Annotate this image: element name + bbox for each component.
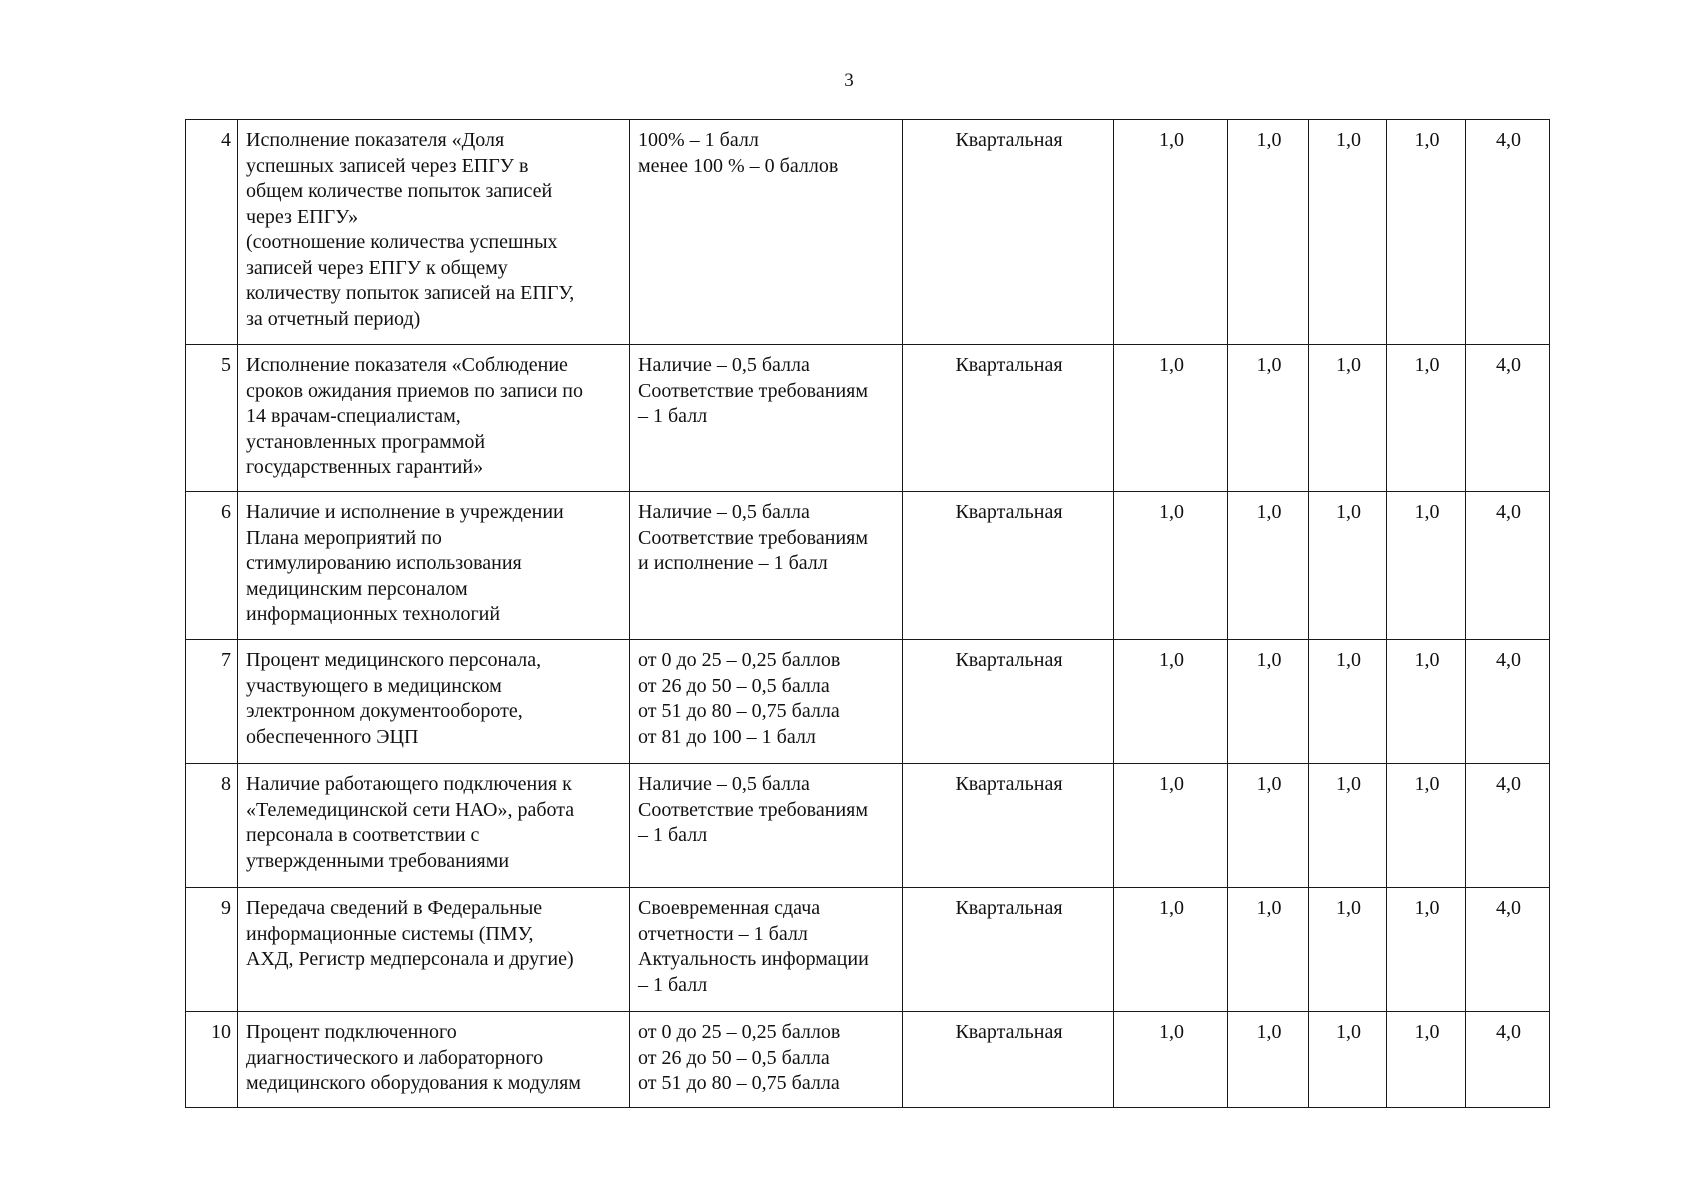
indicator-cell: Наличие работающего подключения к «Телемедицинской сети НАО», работа персонала в соответствии с утвержденными требованиями — [238, 764, 630, 888]
row-number: 7 — [186, 640, 238, 764]
q4-value-cell: 1,0 — [1387, 120, 1466, 345]
criteria-cell: Наличие – 0,5 балла Соответствие требованиям – 1 балл — [630, 764, 903, 888]
indicator-cell: Исполнение показателя «Доля успешных записей через ЕПГУ в общем количестве попыток записей через ЕПГУ» (соотношение количества успешных записей через ЕПГУ к общему количеству попыток записей на ЕПГУ, за отчетный период) — [238, 120, 630, 345]
table-row — [186, 120, 1550, 345]
q3-value-cell: 1,0 — [1309, 345, 1387, 492]
total-value-cell: 4,0 — [1466, 888, 1550, 1012]
q1-value-cell: 1,0 — [1114, 888, 1228, 1012]
total-value-cell: 4,0 — [1466, 640, 1550, 764]
q3-value-cell: 1,0 — [1309, 492, 1387, 640]
total-value-cell: 4,0 — [1466, 764, 1550, 888]
q3-value-cell: 1,0 — [1309, 888, 1387, 1012]
total-value-cell: 4,0 — [1466, 492, 1550, 640]
frequency-cell: Квартальная — [903, 345, 1114, 492]
total-value-cell: 4,0 — [1466, 120, 1550, 345]
q1-value-cell: 1,0 — [1114, 1012, 1228, 1108]
indicator-cell: Процент медицинского персонала, участвующего в медицинском электронном документообороте, обеспеченного ЭЦП — [238, 640, 630, 764]
table-row — [186, 640, 1550, 764]
q4-value-cell: 1,0 — [1387, 640, 1466, 764]
q1-value-cell: 1,0 — [1114, 120, 1228, 345]
q2-value-cell: 1,0 — [1228, 492, 1309, 640]
row-number: 9 — [186, 888, 238, 1012]
table-row — [186, 1012, 1550, 1108]
criteria-cell: Своевременная сдача отчетности – 1 балл Актуальность информации – 1 балл — [630, 888, 903, 1012]
table-row — [186, 888, 1550, 1012]
q2-value-cell: 1,0 — [1228, 120, 1309, 345]
total-value-cell: 4,0 — [1466, 345, 1550, 492]
q2-value-cell: 1,0 — [1228, 764, 1309, 888]
criteria-cell: 100% – 1 балл менее 100 % – 0 баллов — [630, 120, 903, 345]
criteria-cell: Наличие – 0,5 балла Соответствие требованиям – 1 балл — [630, 345, 903, 492]
indicator-cell: Процент подключенного диагностического и лабораторного медицинского оборудования к модулям — [238, 1012, 630, 1108]
q4-value-cell: 1,0 — [1387, 888, 1466, 1012]
q1-value-cell: 1,0 — [1114, 764, 1228, 888]
indicator-cell: Наличие и исполнение в учреждении Плана мероприятий по стимулированию использования медицинским персоналом информационных технологий — [238, 492, 630, 640]
q2-value-cell: 1,0 — [1228, 345, 1309, 492]
q3-value-cell: 1,0 — [1309, 640, 1387, 764]
criteria-cell: от 0 до 25 – 0,25 баллов от 26 до 50 – 0,5 балла от 51 до 80 – 0,75 балла — [630, 1012, 903, 1108]
q2-value-cell: 1,0 — [1228, 640, 1309, 764]
row-number: 8 — [186, 764, 238, 888]
q3-value-cell: 1,0 — [1309, 764, 1387, 888]
q4-value-cell: 1,0 — [1387, 492, 1466, 640]
indicator-cell: Передача сведений в Федеральные информационные системы (ПМУ, АХД, Регистр медперсонала и другие) — [238, 888, 630, 1012]
table-row — [186, 492, 1550, 640]
q4-value-cell: 1,0 — [1387, 345, 1466, 492]
indicators-table — [185, 119, 1550, 1108]
row-number: 6 — [186, 492, 238, 640]
table-body — [186, 120, 1550, 1108]
q3-value-cell: 1,0 — [1309, 120, 1387, 345]
q4-value-cell: 1,0 — [1387, 764, 1466, 888]
criteria-cell: Наличие – 0,5 балла Соответствие требованиям и исполнение – 1 балл — [630, 492, 903, 640]
q2-value-cell: 1,0 — [1228, 1012, 1309, 1108]
frequency-cell: Квартальная — [903, 640, 1114, 764]
frequency-cell: Квартальная — [903, 764, 1114, 888]
criteria-cell: от 0 до 25 – 0,25 баллов от 26 до 50 – 0,5 балла от 51 до 80 – 0,75 балла от 81 до 100 – 1 балл — [630, 640, 903, 764]
frequency-cell: Квартальная — [903, 492, 1114, 640]
table-row — [186, 345, 1550, 492]
row-number: 10 — [186, 1012, 238, 1108]
frequency-cell: Квартальная — [903, 120, 1114, 345]
q1-value-cell: 1,0 — [1114, 345, 1228, 492]
q4-value-cell: 1,0 — [1387, 1012, 1466, 1108]
table-row — [186, 764, 1550, 888]
q1-value-cell: 1,0 — [1114, 492, 1228, 640]
q2-value-cell: 1,0 — [1228, 888, 1309, 1012]
row-number: 5 — [186, 345, 238, 492]
page-number: 3 — [844, 70, 854, 91]
frequency-cell: Квартальная — [903, 888, 1114, 1012]
row-number: 4 — [186, 120, 238, 345]
q1-value-cell: 1,0 — [1114, 640, 1228, 764]
q3-value-cell: 1,0 — [1309, 1012, 1387, 1108]
total-value-cell: 4,0 — [1466, 1012, 1550, 1108]
frequency-cell: Квартальная — [903, 1012, 1114, 1108]
indicator-cell: Исполнение показателя «Соблюдение сроков ожидания приемов по записи по 14 врачам-специалистам, установленных программой государственных гарантий» — [238, 345, 630, 492]
